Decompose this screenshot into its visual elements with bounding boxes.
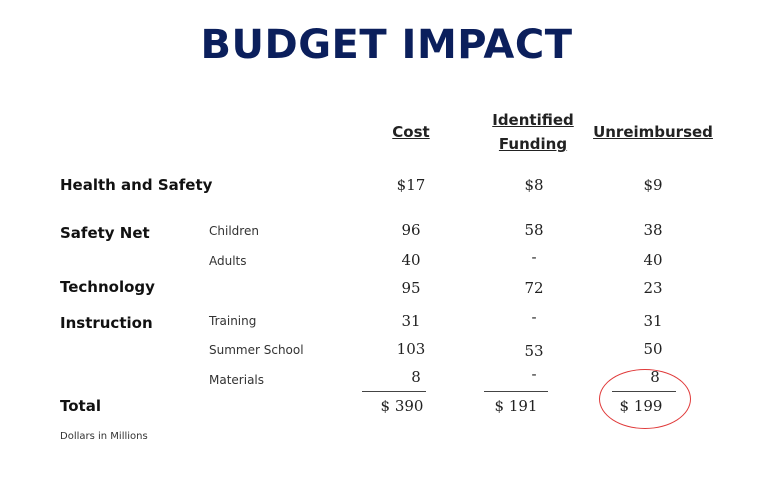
category-safety-net: Safety Net bbox=[60, 224, 150, 242]
category-health-and-safety: Health and Safety bbox=[60, 176, 213, 194]
unreimbursed-children: 38 bbox=[643, 221, 663, 239]
subcategory-summer-school: Summer School bbox=[209, 343, 304, 357]
subcategory-children: Children bbox=[209, 224, 259, 238]
cost-summer-school: 103 bbox=[396, 340, 426, 358]
unreimbursed-summer-school: 50 bbox=[643, 340, 663, 358]
cost-training: 31 bbox=[401, 312, 421, 330]
subcategory-adults: Adults bbox=[209, 254, 247, 268]
category-instruction: Instruction bbox=[60, 314, 153, 332]
cost-adults: 40 bbox=[401, 251, 421, 269]
unreimbursed-training: 31 bbox=[643, 312, 663, 330]
sum-rule-cost bbox=[362, 391, 426, 392]
funding-health: $8 bbox=[524, 176, 544, 194]
sum-rule-funding bbox=[484, 391, 548, 392]
cost-technology: 95 bbox=[401, 279, 421, 297]
funding-summer-school: 53 bbox=[524, 342, 544, 360]
unreimbursed-adults: 40 bbox=[643, 251, 663, 269]
funding-technology: 72 bbox=[524, 279, 544, 297]
cost-health: $17 bbox=[396, 176, 426, 194]
funding-children: 58 bbox=[524, 221, 544, 239]
header-unreimbursed: Unreimbursed bbox=[593, 123, 713, 141]
category-total: Total bbox=[60, 397, 101, 415]
funding-training: - bbox=[531, 308, 537, 326]
unreimbursed-technology: 23 bbox=[643, 279, 663, 297]
header-cost: Cost bbox=[392, 123, 430, 141]
cost-children: 96 bbox=[401, 221, 421, 239]
subcategory-materials: Materials bbox=[209, 373, 265, 387]
funding-total: $ 191 bbox=[494, 397, 538, 415]
header-identified-funding bbox=[478, 108, 588, 156]
header-identified-line1: Identified bbox=[492, 111, 574, 129]
funding-adults: - bbox=[531, 248, 537, 266]
cost-total: $ 390 bbox=[380, 397, 424, 415]
header-identified-line2: Funding bbox=[498, 135, 568, 153]
highlight-circle bbox=[599, 369, 691, 429]
unreimbursed-total: $ 199 bbox=[619, 397, 663, 415]
footnote: Dollars in Millions bbox=[60, 431, 148, 442]
funding-materials: - bbox=[531, 365, 537, 383]
unreimbursed-health: $9 bbox=[643, 176, 663, 194]
cost-materials: 8 bbox=[411, 368, 421, 386]
subcategory-training: Training bbox=[209, 314, 257, 328]
category-technology: Technology bbox=[60, 278, 155, 296]
unreimbursed-materials: 8 bbox=[650, 368, 660, 386]
page-title: BUDGET IMPACT bbox=[200, 22, 573, 68]
